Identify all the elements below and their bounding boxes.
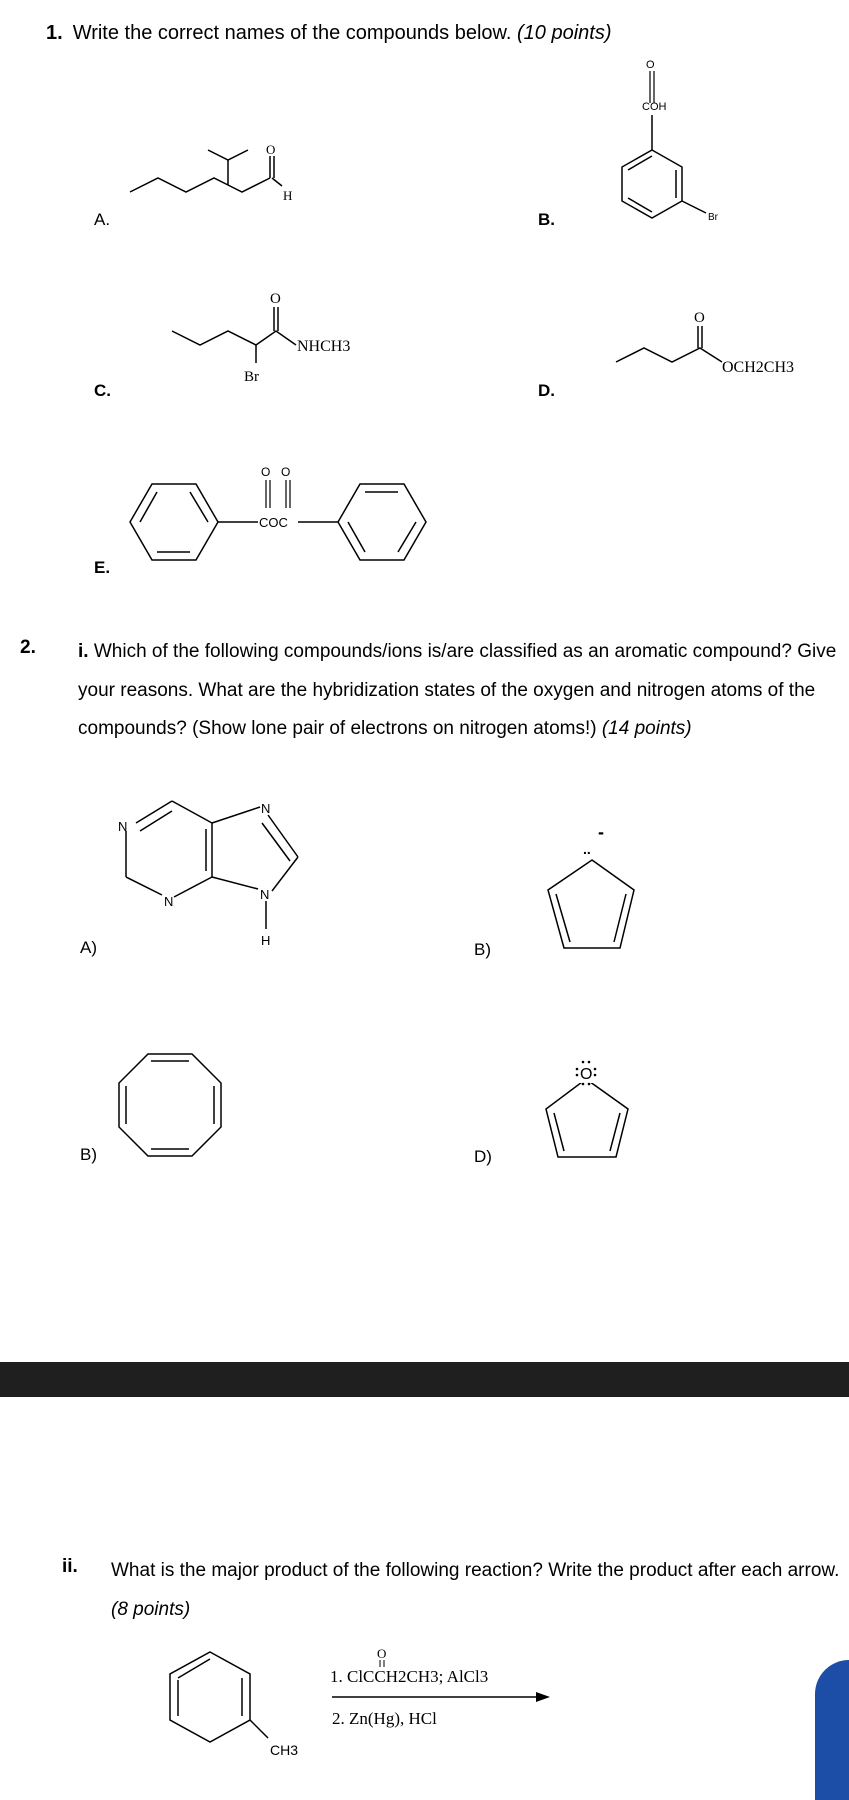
label-B: B.	[538, 210, 555, 229]
question-2-i-text: Which of the following compounds/ions is/are classified as an aromatic compound? Give your reasons. What are the hybridization states of the oxygen and nitrogen atoms of the compounds? (Show lone pair of electrons on nitrogen atoms!)	[78, 641, 837, 739]
structure-B-oxygen: O	[646, 59, 655, 71]
purine-n4: N	[260, 887, 270, 902]
structure-furan	[538, 1055, 638, 1170]
structure-A-oxygen: O	[266, 142, 276, 157]
reaction-carbonyl-oxygen: O	[377, 1646, 387, 1661]
structure-E-oxygen-1: O	[261, 465, 271, 479]
floating-action-button[interactable]	[815, 1660, 849, 1800]
structure-cyclopentadienyl-anion	[540, 820, 640, 955]
label-D: D.	[538, 381, 555, 400]
purine-n3: N	[164, 894, 174, 909]
structure-E-oxygen-2: O	[281, 465, 291, 479]
question-2-i-prompt	[78, 633, 848, 749]
question-1-text: Write the correct names of the compounds below.	[72, 22, 512, 44]
structure-B-bromine: Br	[708, 212, 718, 223]
question-1-prompt	[46, 22, 612, 45]
structure-D-och2ch3: OCH2CH3	[722, 359, 795, 376]
structure-cyclooctatetraene	[115, 1050, 225, 1160]
anion-lone-pair: ..	[583, 841, 591, 857]
anion-charge: -	[598, 822, 604, 842]
label-2-D: D)	[474, 1147, 492, 1166]
label-A: A.	[94, 210, 111, 229]
structure-E-coc: COC	[259, 515, 288, 530]
question-1-points: (10 points)	[517, 22, 612, 44]
reaction-substituent-ch3: CH3	[270, 1742, 299, 1758]
reaction-step-2: 2. Zn(Hg), HCl	[332, 1709, 437, 1728]
structure-C	[160, 285, 380, 385]
reaction-step-1: 1. ClCCH2CH3; AlCl3	[330, 1667, 489, 1686]
question-2-i-points: (14 points)	[601, 718, 692, 739]
question-2-number: 2.	[20, 637, 36, 658]
structure-B-coh: COH	[642, 101, 667, 113]
structure-C-oxygen: O	[270, 291, 281, 307]
structure-A-hydrogen: H	[283, 188, 293, 203]
label-2-A: A)	[80, 938, 97, 957]
structure-D	[612, 300, 842, 390]
question-1-number: 1.	[46, 22, 63, 44]
structure-B	[600, 55, 740, 235]
reaction-scheme	[150, 1640, 570, 1760]
question-2-ii-points: (8 points)	[111, 1598, 191, 1620]
purine-n2: N	[261, 801, 271, 816]
structure-purine	[100, 785, 320, 960]
page-separator-bar	[0, 1362, 849, 1397]
label-C: C.	[94, 381, 111, 400]
purine-h: H	[261, 933, 271, 948]
structure-C-nhch3: NHCH3	[297, 338, 351, 355]
label-2-B: B)	[474, 940, 491, 959]
question-2-i-label: i.	[78, 641, 89, 662]
question-2-ii-text: What is the major product of the following reaction? Write the product after each arrow.	[111, 1560, 840, 1581]
label-E: E.	[94, 558, 111, 577]
furan-oxygen: O	[580, 1066, 593, 1083]
label-2-B-second: B)	[80, 1145, 97, 1164]
structure-C-bromine: Br	[244, 369, 259, 385]
question-2-ii-label: ii.	[62, 1556, 78, 1577]
question-2-ii-prompt	[111, 1552, 841, 1629]
structure-E	[120, 460, 440, 570]
purine-n1: N	[118, 819, 128, 834]
structure-A	[120, 140, 320, 220]
structure-D-oxygen: O	[694, 310, 705, 326]
